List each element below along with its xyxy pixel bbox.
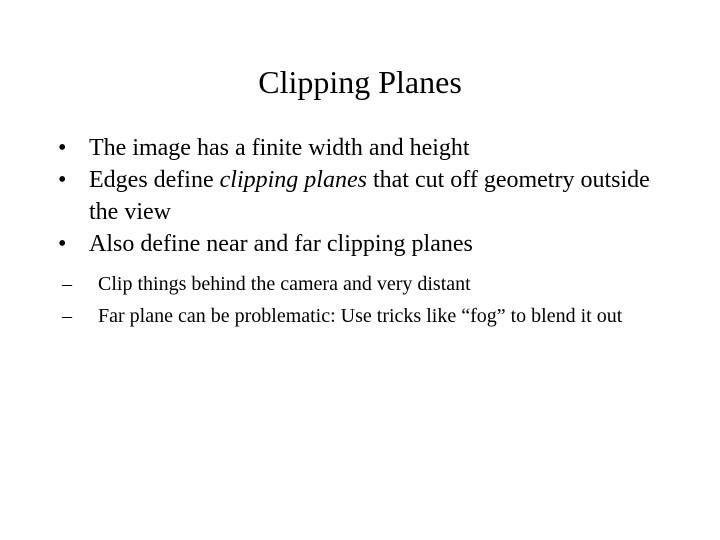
subbullet-text: Far plane can be problematic: Use tricks like “fog” to blend it out xyxy=(98,305,623,327)
bullet-text-emphasis: clipping planes xyxy=(219,167,367,193)
subbullet-item xyxy=(62,300,678,332)
subbullet-item xyxy=(62,268,678,300)
subbullet-list xyxy=(62,268,678,332)
bullet-item xyxy=(58,164,678,228)
slide-title: Clipping Planes xyxy=(258,64,462,100)
subbullet-text: Clip things behind the camera and very distant xyxy=(98,273,471,295)
bullet-item xyxy=(58,132,678,164)
bullet-marker: • xyxy=(58,231,67,257)
bullet-list xyxy=(58,132,678,332)
subbullet-marker: – xyxy=(62,273,72,295)
bullet-marker: • xyxy=(58,135,67,161)
bullet-text: The image has a finite width and height xyxy=(89,135,470,161)
bullet-text-start: Edges define xyxy=(89,167,220,193)
bullet-text: Also define near and far clipping planes xyxy=(89,231,473,257)
bullet-marker: • xyxy=(58,167,67,193)
subbullet-marker: – xyxy=(62,305,72,327)
bullet-item xyxy=(58,228,678,332)
bullet-text-end: that cut off geometry outside the view xyxy=(89,167,650,225)
